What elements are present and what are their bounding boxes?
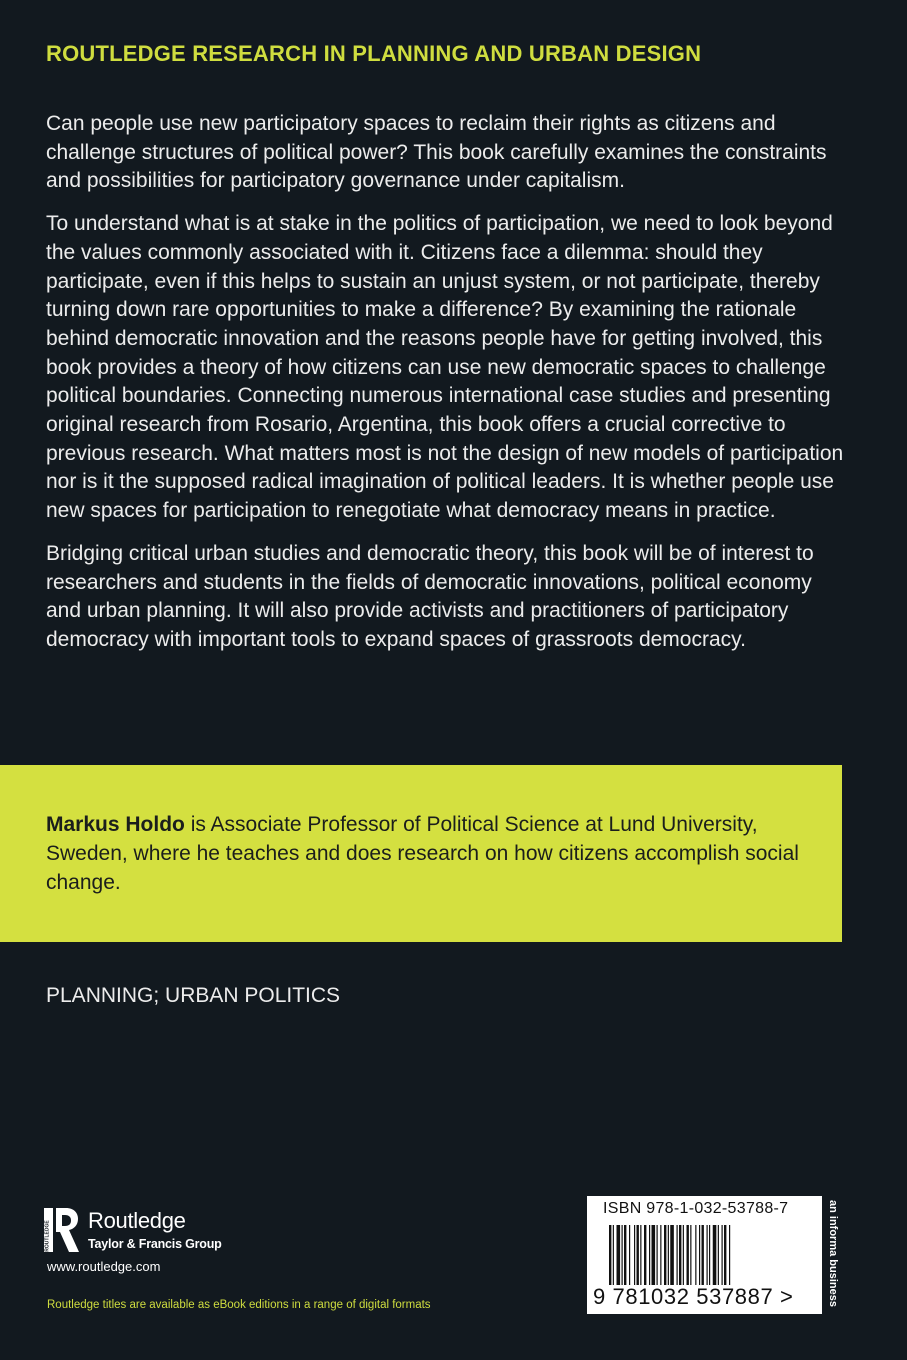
book-description [46,110,846,669]
barcode-panel [587,1196,822,1314]
series-title: ROUTLEDGE RESEARCH IN PLANNING AND URBAN DESIGN [46,41,702,66]
description-paragraph-1: Can people use new participatory spaces to reclaim their rights as citizens and challenge structures of political power? This book carefully examines the constraints and possibilities for participatory governance under capitalism. [46,112,827,193]
informa-tag [826,1200,840,1310]
publisher-logo [44,1206,244,1260]
informa-text: an informa business [827,1200,839,1307]
publisher-name: Routledge [88,1208,186,1233]
author-bio-text: is Associate Professor of Political Science at Lund University, Sweden, where he teaches and does research on how citizens accomplish social change. [46,813,799,894]
ebook-note: Routledge titles are available as eBook editions in a range of digital formats [47,1299,431,1311]
author-name: Markus Holdo [46,813,185,836]
description-paragraph-3: Bridging critical urban studies and democratic theory, this book will be of interest to researchers and students in the fields of democratic innovations, political economy and urban planning. It will also provide activists and practitioners of participatory democracy with important tools to expand spaces of grassroots democracy. [46,541,814,651]
isbn-text: ISBN 978-1-032-53788-7 [603,1200,789,1217]
logo-mark-text: ROUTLEDGE [44,1220,51,1252]
routledge-logo-icon [44,1206,80,1256]
barcode-icon [609,1225,805,1285]
publisher-group: Taylor & Francis Group [88,1237,222,1251]
subject-category: PLANNING; URBAN POLITICS [46,984,341,1007]
publisher-website: www.routledge.com [47,1259,161,1274]
author-bio-panel [0,765,842,942]
description-paragraph-2: To understand what is at stake in the politics of participation, we need to look beyond the values commonly associated with it. Citizens face a dilemma: should they participate, even if this helps to sustain an unjust system, or not participate, thereby turning down rare opportunities to make a difference? By examining the rationale behind democratic innovation and the reasons people have for getting involved, this book provides a theory of how citizens can use new democratic spaces to challenge political boundaries. Connecting numerous international case studies and presenting original research from Rosario, Argentina, this book offers a crucial corrective to previous research. What matters most is not the design of new models of participation nor is it the supposed radical imagination of political leaders. It is whether people use new spaces for participation to renegotiate what democracy means in practice. [46,212,844,523]
author-bio [46,810,806,897]
barcode-digits: 9 781032 537887 > [593,1284,794,1309]
